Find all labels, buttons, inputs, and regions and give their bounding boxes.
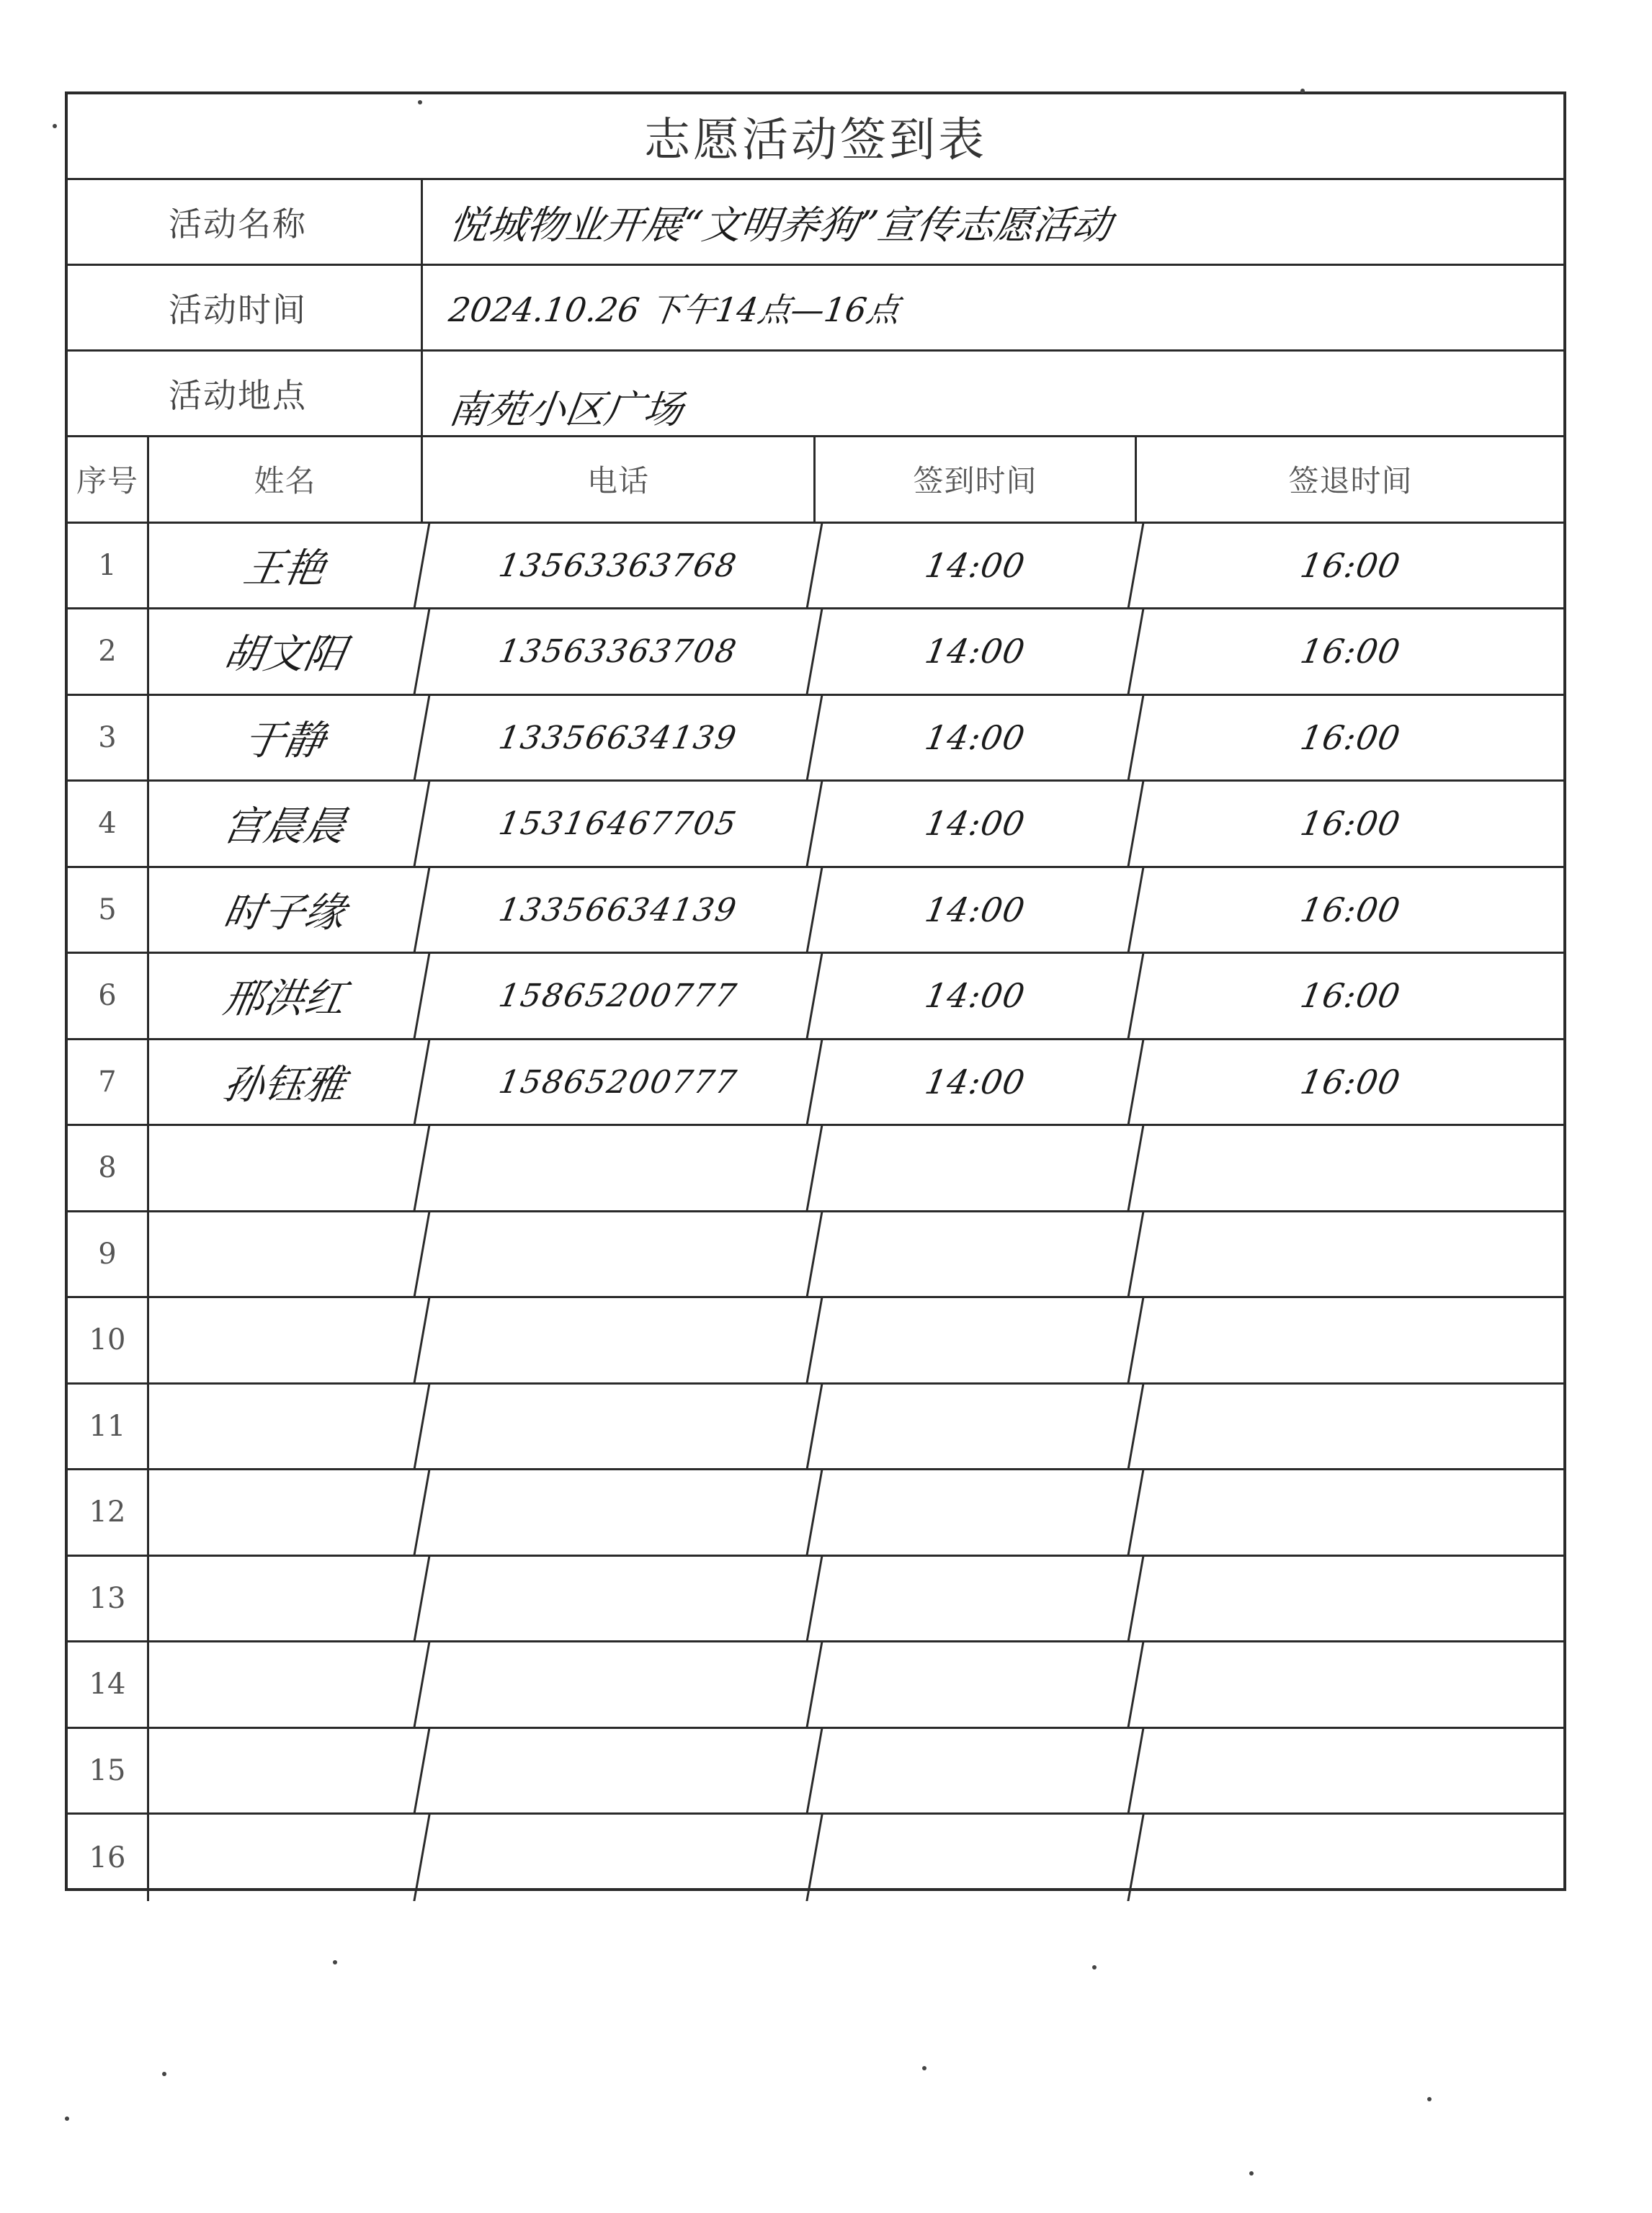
row-checkout [1129,1815,1571,1901]
activity-name-label: 活动名称 [68,180,423,264]
table-row [68,782,1563,868]
row-name [142,1212,431,1297]
row-checkout [1130,1298,1572,1382]
row-phone [416,1385,823,1469]
sheet-title: 志愿活动签到表 [68,94,1563,180]
row-checkin: 14:00 [808,782,1145,866]
table-row [68,1212,1563,1299]
row-checkin [808,1212,1145,1297]
row-phone [416,1557,823,1641]
header-phone: 电话 [423,437,816,522]
table-row [68,1729,1563,1815]
row-name [142,1385,431,1469]
row-checkout [1130,1729,1572,1813]
row-no: 9 [68,1212,149,1297]
table-row [68,1470,1563,1557]
speckle [1092,1965,1097,1970]
row-checkout: 16:00 [1297,632,1404,671]
table-row [68,696,1563,782]
row-checkin [808,1126,1145,1210]
row-checkin [808,1815,1144,1901]
table-row [68,1557,1563,1643]
row-name [142,1642,431,1727]
row-checkout: 16:00 [1297,890,1404,929]
table-row [68,1642,1563,1729]
row-no: 6 [68,954,149,1038]
row-checkout: 16:00 [1297,804,1404,844]
row-phone: 15316467705 [416,782,823,866]
row-checkin: 14:00 [808,868,1145,952]
header-name: 姓名 [149,437,423,522]
row-checkout [1130,1557,1572,1641]
row-name: 时子缘 [142,868,431,952]
speckle [418,100,422,104]
activity-time-value: 2024.10.26 下午14点—16点 [446,290,903,329]
row-name [142,1126,431,1210]
sign-in-sheet [65,91,1566,1891]
speckle [1300,89,1305,93]
table-row [68,1040,1563,1127]
activity-name-row [68,180,1563,266]
row-no: 7 [68,1040,149,1125]
row-checkin [808,1470,1145,1555]
row-no: 12 [68,1470,149,1555]
row-checkin: 14:00 [808,1040,1145,1125]
row-checkout [1130,1212,1572,1297]
row-checkin [808,1642,1145,1727]
row-phone [416,1729,823,1813]
activity-place-label: 活动地点 [68,352,423,435]
row-checkout [1130,1385,1572,1469]
row-no: 10 [68,1298,149,1382]
activity-time-row [68,266,1563,352]
row-phone [416,1642,823,1727]
header-no: 序号 [68,437,149,522]
row-name [142,1729,431,1813]
row-name: 孙钰雅 [142,1040,431,1125]
row-name [141,1815,430,1901]
activity-time-label: 活动时间 [68,266,423,349]
row-name: 王艳 [142,524,431,608]
speckle [162,2072,166,2076]
row-checkout: 16:00 [1297,545,1404,585]
row-checkout [1130,1126,1572,1210]
row-no: 13 [68,1557,149,1641]
attendance-table [68,437,1563,1901]
row-no: 8 [68,1126,149,1210]
table-row [68,1298,1563,1385]
activity-place-row [68,352,1563,437]
row-phone: 13563363768 [416,524,823,608]
table-row [68,524,1563,610]
row-checkin: 14:00 [808,696,1145,780]
row-phone [416,1126,823,1210]
table-row [68,1126,1563,1212]
header-checkin: 签到时间 [816,437,1137,522]
row-checkin [808,1298,1145,1382]
speckle [65,2116,69,2121]
row-phone [416,1298,823,1382]
table-row [68,868,1563,955]
row-name [142,1470,431,1555]
row-checkout [1130,1642,1572,1727]
header-checkout: 签退时间 [1288,463,1413,499]
row-checkout: 16:00 [1297,1062,1404,1101]
row-phone: 13356634139 [416,696,823,780]
table-body [68,524,1563,1901]
row-no: 4 [68,782,149,866]
row-checkin [808,1557,1145,1641]
row-phone [415,1815,823,1901]
row-checkin [808,1385,1145,1469]
row-phone [416,1470,823,1555]
row-phone [416,1212,823,1297]
row-name: 邢洪红 [142,954,431,1038]
activity-place-value: 南苑小区广场 [446,386,686,432]
row-no: 11 [68,1385,149,1469]
table-row [68,609,1563,696]
table-row [68,1815,1563,1901]
row-checkin: 14:00 [808,954,1145,1038]
row-no: 2 [68,609,149,694]
activity-name-value: 悦城物业开展“文明养狗”宣传志愿活动 [446,202,1115,248]
row-no: 16 [68,1815,149,1901]
row-checkin: 14:00 [808,524,1145,608]
table-row [68,1385,1563,1471]
speckle [1249,2171,1254,2176]
row-checkin: 14:00 [808,609,1145,694]
row-no: 14 [68,1642,149,1727]
row-no: 1 [68,524,149,608]
speckle [333,1960,337,1964]
row-phone: 13356634139 [416,868,823,952]
row-name [142,1557,431,1641]
speckle [922,2066,927,2070]
row-no: 5 [68,868,149,952]
row-checkout [1130,1470,1572,1555]
table-row [68,954,1563,1040]
row-phone: 15865200777 [416,954,823,1038]
row-name [142,1298,431,1382]
row-name: 胡文阳 [142,609,431,694]
speckle [1427,2097,1432,2101]
row-name: 宫晨晨 [142,782,431,866]
row-no: 3 [68,696,149,780]
row-name: 于静 [142,696,431,780]
table-header-row [68,437,1563,524]
row-checkout: 16:00 [1297,976,1404,1016]
speckle [53,124,57,128]
row-no: 15 [68,1729,149,1813]
row-phone: 13563363708 [416,609,823,694]
row-phone: 15865200777 [416,1040,823,1125]
row-checkin [808,1729,1145,1813]
row-checkout: 16:00 [1297,717,1404,757]
